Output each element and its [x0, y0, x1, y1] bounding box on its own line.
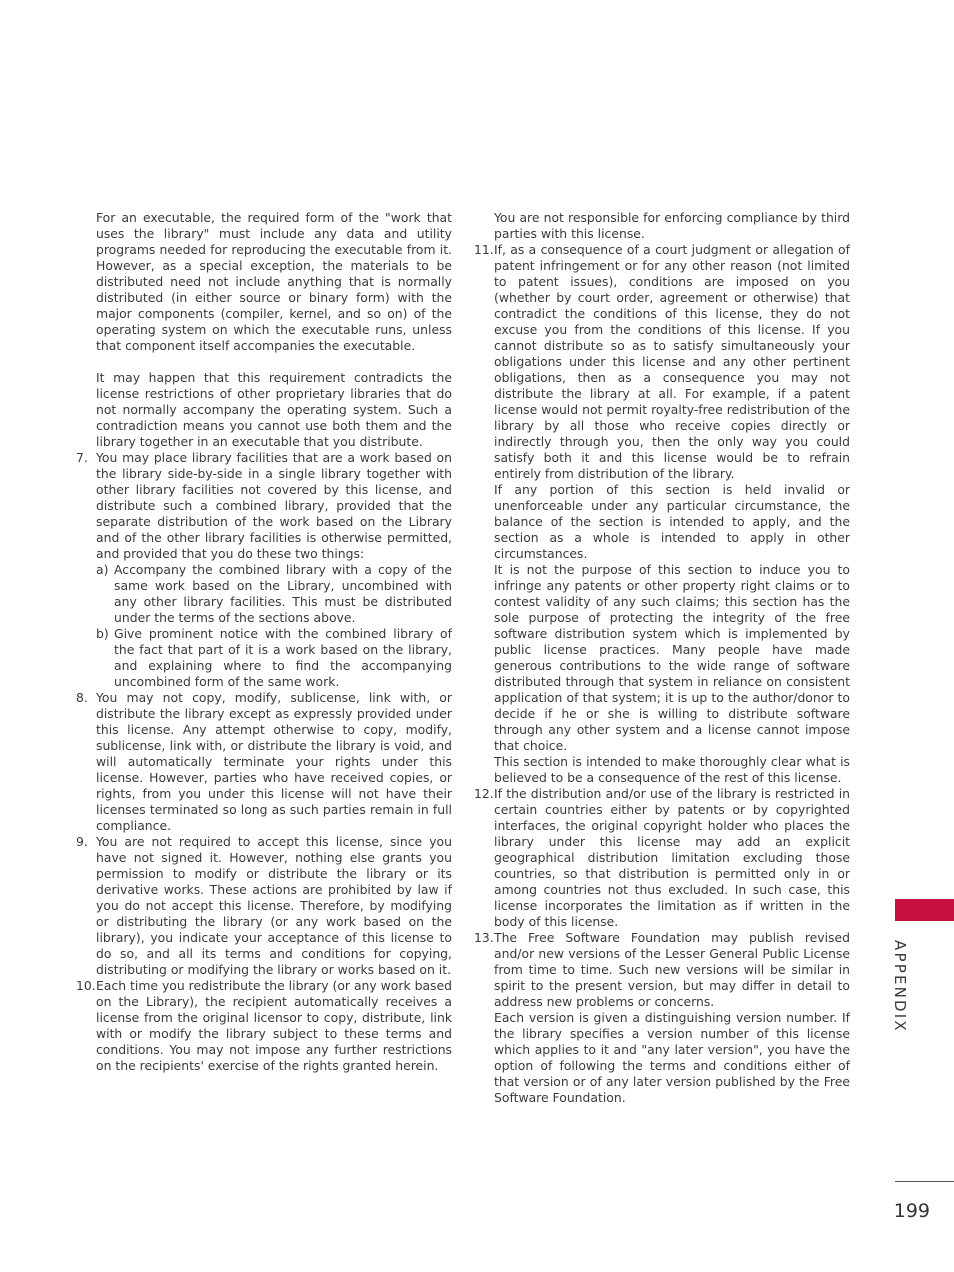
list-item-11 — [474, 242, 850, 786]
paragraph: It may happen that this requirement contradicts the license restrictions of other proprietary libraries that do not normally accompany the operating system. Such a contradiction means you cannot use both them and the library together in an executable that you distribute. — [96, 370, 452, 449]
paragraph: You are not responsible for enforcing compliance by third parties with this license. — [494, 210, 850, 241]
item-number: 7. — [76, 450, 88, 465]
sub-item-b — [96, 626, 452, 690]
list-item-13 — [474, 930, 850, 1106]
item-text: Each time you redistribute the library (or any work based on the Library), the recipient automatically receives a license from the original licensor to copy, distribute, link with or modify the library subject to these terms and conditions. You may not impose any further restrictions on the recipients' exercise of the rights granted herein. — [96, 978, 452, 1073]
item-text: If the distribution and/or use of the library is restricted in certain countries either by patents or by copyrighted interfaces, the original copyright holder who places the library under this license may add an explicit geographical distribution limitation excluding those countries, so that distribution is permitted only in or among countries not thus excluded. In such case, this license incorporates the limitation as if written in the body of this license. — [494, 786, 850, 929]
section-tab-marker — [895, 899, 954, 921]
item-text: Each version is given a distinguishing version number. If the library specifies a version number of this license which applies to it and "any later version", you have the option of following the terms and conditions either of that version or of any later version published by the Free Software Foundation. — [494, 1010, 850, 1105]
list-item-12 — [474, 786, 850, 930]
item-number: 10. — [76, 978, 96, 993]
item-number: 11. — [474, 242, 494, 257]
right-column — [474, 210, 850, 1106]
list-item-9 — [76, 834, 452, 978]
item-number: 9. — [76, 834, 88, 849]
left-column — [76, 210, 452, 1074]
list-item-10 — [76, 978, 452, 1074]
sub-item-text: Give prominent notice with the combined library of the fact that part of it is a work based on the library, and explaining where to find the accompanying uncombined form of the same work. — [114, 626, 452, 689]
item-number: 8. — [76, 690, 88, 705]
sub-item-label: b) — [96, 626, 109, 641]
list-item-7 — [76, 450, 452, 690]
section-side-label — [888, 940, 912, 1040]
sub-item-a — [96, 562, 452, 626]
item-text: It is not the purpose of this section to induce you to infringe any patents or other property right claims or to contest validity of any such claims; this section has the sole purpose of protecting the integrity of the free software distribution system which is implemented by public license practices. Many people have made generous contributions to the wide range of software distributed through that system in reliance on consistent application of that system; it is up to the author/donor to decide if he or she is willing to distribute software through any other system and a license cannot impose that choice. — [494, 562, 850, 753]
sub-item-text: Accompany the combined library with a copy of the same work based on the Library, uncombined with any other library facilities. This must be distributed under the terms of the sections above. — [114, 562, 452, 625]
section-label-text: APPENDIX — [891, 940, 909, 1033]
item-text: If, as a consequence of a court judgment or allegation of patent infringement or for any other reason (not limited to patent issues), conditions are imposed on you (whether by court order, agreement or otherwise) that contradict the conditions of this license, they do not excuse you from the conditions of this license. If you cannot distribute so as to satisfy simultaneously your obligations under this license and any other pertinent obligations, then as a consequence you may not distribute the library at all. For example, if a patent license would not permit royalty-free redistribution of the library by all those who receive copies directly or indirectly through you, then the only way you could satisfy both it and this license would be to refrain entirely from distribution of the library. — [494, 242, 850, 481]
footer-rule — [895, 1181, 954, 1182]
item-text: You may place library facilities that are a work based on the library side-by-side in a single library together with other library facilities not covered by this license, and distribute such a combined library, provided that the separate distribution of the work based on the Library and of the other library facilities is otherwise permitted, and provided that you do these two things: — [96, 450, 452, 561]
sub-item-label: a) — [96, 562, 109, 577]
paragraph: For an executable, the required form of the "work that uses the library" must include any data and utility programs needed for reproducing the executable from it. However, as a special exception, the materials to be distributed need not include anything that is normally distributed (in either source or binary form) with the major components (compiler, kernel, and so on) of the operating system on which the executable runs, unless that component itself accompanies the executable. — [96, 210, 452, 353]
item-text: You are not required to accept this license, since you have not signed it. However, nothing else grants you permission to modify or distribute the library or its derivative works. These actions are prohibited by law if you do not accept this license. Therefore, by modifying or distributing the library (or any work based on the library), you indicate your acceptance of this license to do so, and all its terms and conditions for copying, distributing or modifying the library or works based on it. — [96, 834, 452, 977]
item-text: The Free Software Foundation may publish revised and/or new versions of the Lesser General Public License from time to time. Such new versions will be similar in spirit to the present version, but may differ in detail to address new problems or concerns. — [494, 930, 850, 1009]
item-number: 13. — [474, 930, 494, 945]
item-text: You may not copy, modify, sublicense, link with, or distribute the library except as expressly provided under this license. Any attempt otherwise to copy, modify, sublicense, link with, or distribute the library is void, and will automatically terminate your rights under this license. However, parties who have received copies, or rights, from you under this license will not have their licenses terminated so long as such parties remain in full compliance. — [96, 690, 452, 833]
item-text: If any portion of this section is held invalid or unenforceable under any particular circumstance, the balance of the section is intended to apply, and the section as a whole is intended to apply in other circumstances. — [494, 482, 850, 561]
list-item-8 — [76, 690, 452, 834]
item-number: 12. — [474, 786, 494, 801]
page-number: 199 — [893, 1200, 930, 1222]
item-text: This section is intended to make thoroughly clear what is believed to be a consequence of the rest of this license. — [494, 754, 850, 785]
